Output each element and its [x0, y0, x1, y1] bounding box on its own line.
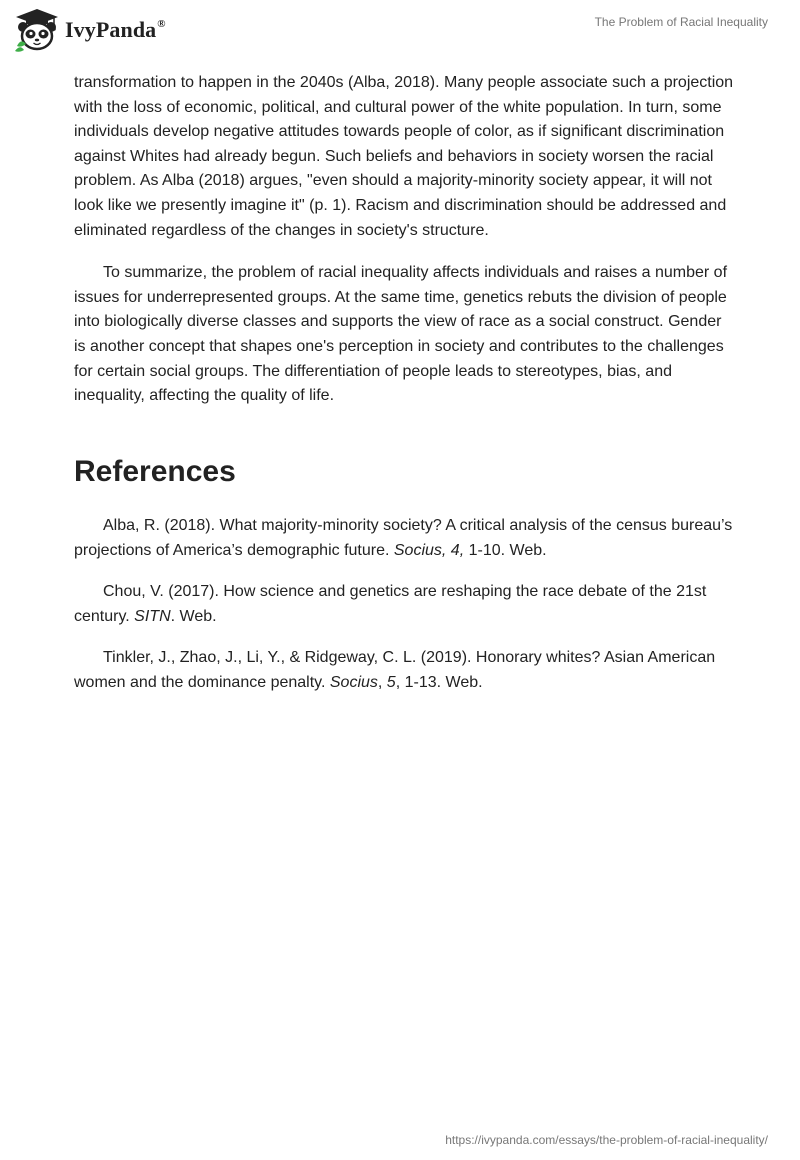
body-paragraph-2: To summarize, the problem of racial inequality affects individuals and raises a number of issues for underrepresented groups. At the same time, genetics rebuts the division of people into biologically diverse classes and supports the view of race as a social construct. Gender is another concept that shapes one's perception in society and contributes to the challenges for certain social groups. The differentiation of people leads to stereotypes, bias, and inequality, affecting the quality of life. [74, 264, 728, 405]
source-url-link[interactable]: https://ivypanda.com/essays/the-problem-of-racial-inequality/ [445, 1133, 768, 1147]
brand-name: IvyPanda® [65, 17, 166, 42]
reference-item: Alba, R. (2018). What majority-minority society? A critical analysis of the census bureau’s projections of America’s demographic future. Socius, 4, 1-10. Web. [74, 517, 733, 559]
panda-logo-icon [14, 8, 60, 52]
body-paragraph-1: transformation to happen in the 2040s (Alba, 2018). Many people associate such a projection with the loss of economic, political, and cultural power of the white population. In turn, some individuals develop negative attitudes towards people of color, as if significant discrimination against Whites had already begun. Such beliefs and behaviors in society worsen the racial problem. As Alba (2018) argues, "even should a majority-minority society appear, it will not look like we presently imagine it" (p. 1). Racism and discrimination should be addressed and eliminated regardless of the changes in society's structure. [74, 74, 734, 239]
references-heading: References [74, 455, 236, 488]
essay-body [74, 71, 734, 409]
brand-logo[interactable] [14, 8, 166, 52]
registered-mark: ® [157, 18, 166, 30]
reference-item: Tinkler, J., Zhao, J., Li, Y., & Ridgeway, C. L. (2019). Honorary whites? Asian American women and the dominance penalty. Socius, 5, 1-13. Web. [74, 649, 716, 691]
document-title: The Problem of Racial Inequality [594, 15, 768, 29]
reference-item: Chou, V. (2017). How science and genetics are reshaping the race debate of the 21st century. SITN. Web. [74, 583, 707, 625]
references-list [74, 514, 734, 713]
